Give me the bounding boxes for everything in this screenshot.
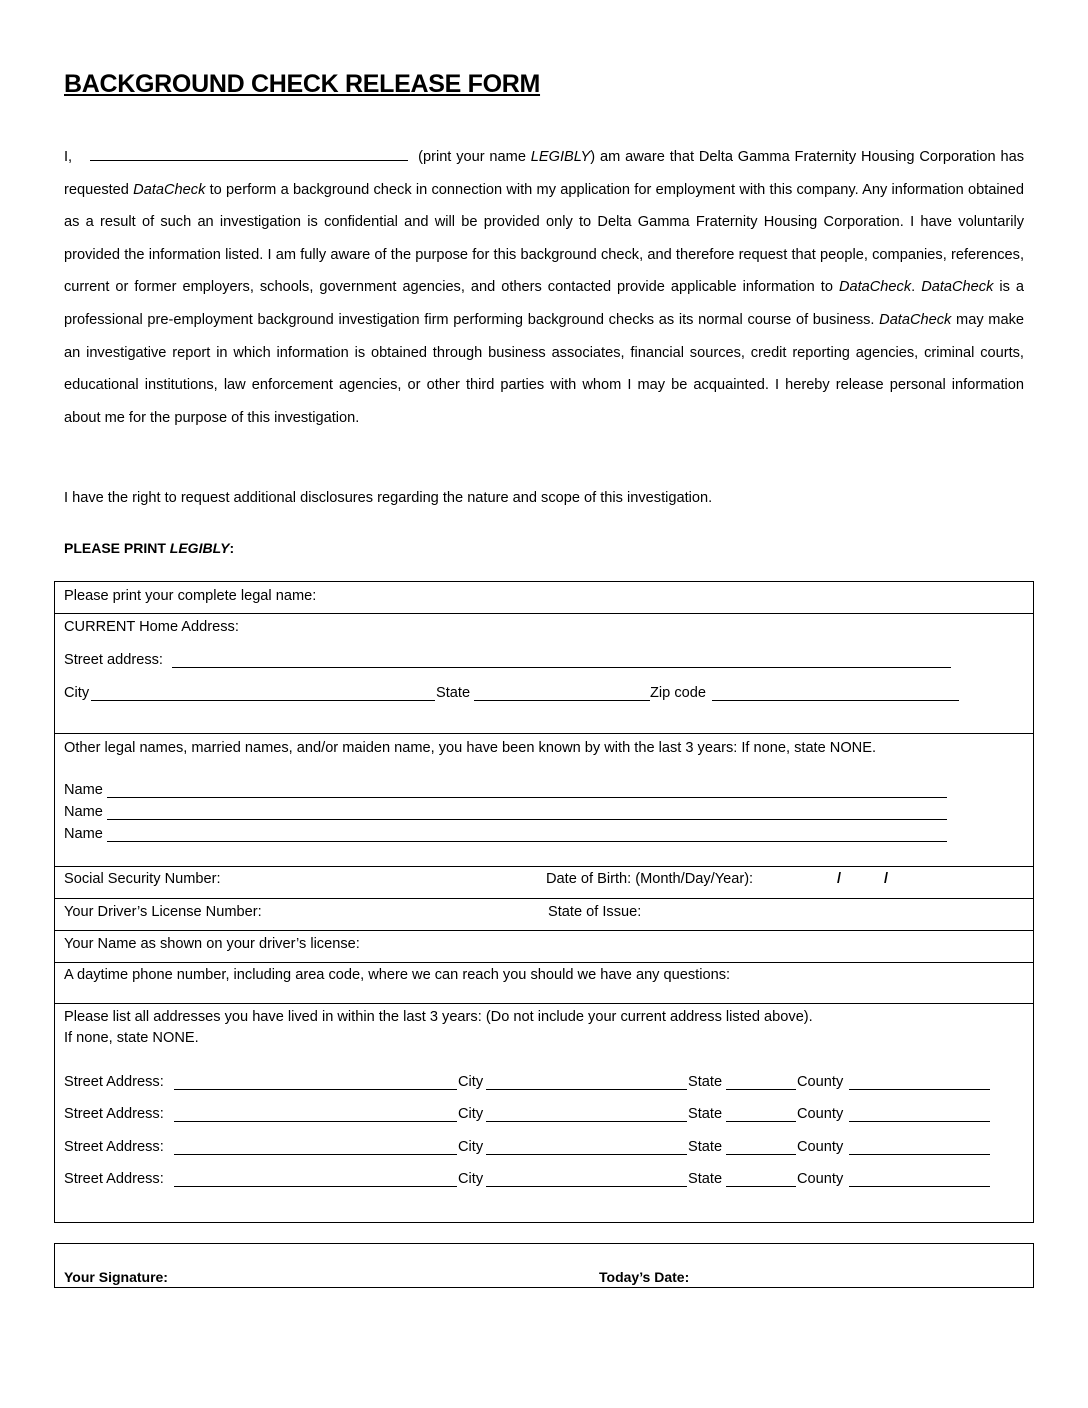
street-address-label: Street Address:	[64, 1139, 164, 1155]
print-name-blank[interactable]	[90, 146, 408, 161]
state-field[interactable]	[726, 1089, 796, 1090]
state-field[interactable]	[474, 700, 650, 701]
city-field[interactable]	[486, 1154, 687, 1155]
state-field[interactable]	[726, 1121, 796, 1122]
signature-box	[54, 1243, 1034, 1288]
dob-slash: /	[837, 871, 842, 887]
row-divider	[54, 733, 1034, 734]
row-divider	[54, 866, 1034, 867]
name-label: Name	[64, 804, 103, 820]
name-field[interactable]	[107, 841, 947, 842]
county-field[interactable]	[849, 1089, 990, 1090]
street-address-label: Street Address:	[64, 1106, 164, 1122]
street-address-field[interactable]	[174, 1121, 457, 1122]
license-name-label: Your Name as shown on your driver’s license:	[64, 936, 360, 952]
city-field[interactable]	[486, 1089, 687, 1090]
state-label: State	[688, 1106, 723, 1122]
row-divider	[54, 1003, 1034, 1004]
dob-label: Date of Birth: (Month/Day/Year):	[546, 871, 754, 887]
name-field[interactable]	[107, 797, 947, 798]
phone-label: A daytime phone number, including area code, where we can reach you should we have any questions:	[64, 967, 731, 983]
name-label: Name	[64, 826, 103, 842]
city-label: City	[64, 685, 90, 701]
state-label: State	[688, 1171, 723, 1187]
row-divider	[54, 930, 1034, 931]
city-label: City	[458, 1139, 484, 1155]
other-names-label: Other legal names, married names, and/or maiden name, you have been known by with the last 3 years: If none, state NONE.	[64, 740, 876, 756]
street-address-label: Street Address:	[64, 1171, 164, 1187]
state-label: State	[436, 685, 471, 701]
row-divider	[54, 962, 1034, 963]
authorization-paragraph: I, (print your name LEGIBLY) am aware that Delta Gamma Fraternity Housing Corporation has requested DataCheck to perform a background check in connection with my application for employment with this company. Any information obtained as a result of such an investigation is confidential and will be provided only to Delta Gamma Fraternity Housing Corporation. I have voluntarily provided the information listed. I am fully aware of the purpose for this background check, and therefore request that people, companies, references, current or former employers, schools, government agencies, and others contacted provide applicable information to DataCheck. DataCheck is a professional pre-employment background investigation firm performing background checks as its normal course of business. DataCheck may make an investigative report in which information is obtained through business associates, financial sources, credit reporting agencies, criminal courts, educational institutions, law enforcement agencies, or other third parties with whom I may be acquainted. I hereby release personal information about me for the purpose of this investigation.	[64, 141, 1024, 434]
street-address-field[interactable]	[174, 1154, 457, 1155]
current-address-label: CURRENT Home Address:	[64, 619, 239, 635]
street-address-field[interactable]	[172, 667, 951, 668]
state-field[interactable]	[726, 1154, 796, 1155]
todays-date-label: Today’s Date:	[599, 1269, 690, 1285]
name-label: Name	[64, 782, 103, 798]
city-field[interactable]	[91, 700, 435, 701]
city-field[interactable]	[486, 1121, 687, 1122]
legal-name-label: Please print your complete legal name:	[64, 588, 317, 604]
county-label: County	[797, 1074, 844, 1090]
county-label: County	[797, 1106, 844, 1122]
street-address-field[interactable]	[174, 1186, 457, 1187]
city-label: City	[458, 1074, 484, 1090]
street-address-field[interactable]	[174, 1089, 457, 1090]
signature-label: Your Signature:	[64, 1269, 168, 1285]
zip-field[interactable]	[712, 700, 959, 701]
print-legibly-heading: PLEASE PRINT LEGIBLY:	[64, 540, 235, 556]
state-label: State	[688, 1139, 723, 1155]
applicant-info-form	[54, 581, 1034, 1223]
city-field[interactable]	[486, 1186, 687, 1187]
county-label: County	[797, 1139, 844, 1155]
intro-lead: I,	[64, 149, 73, 165]
county-label: County	[797, 1171, 844, 1187]
county-field[interactable]	[849, 1154, 990, 1155]
city-label: City	[458, 1106, 484, 1122]
street-address-label: Street address:	[64, 652, 163, 668]
previous-addresses-label: Please list all addresses you have lived in within the last 3 years: (Do not include your current address listed above).	[64, 1009, 813, 1025]
county-field[interactable]	[849, 1121, 990, 1122]
row-divider	[54, 898, 1034, 899]
ssn-label: Social Security Number:	[64, 871, 221, 887]
state-field[interactable]	[726, 1186, 796, 1187]
license-number-label: Your Driver’s License Number:	[64, 904, 262, 920]
page-title: BACKGROUND CHECK RELEASE FORM	[64, 70, 541, 98]
rights-statement: I have the right to request additional disclosures regarding the nature and scope of this investigation.	[64, 490, 713, 506]
street-address-label: Street Address:	[64, 1074, 164, 1090]
if-none-label: If none, state NONE.	[64, 1030, 199, 1046]
zip-label: Zip code	[650, 685, 706, 701]
row-divider	[54, 613, 1034, 614]
state-label: State	[688, 1074, 723, 1090]
state-of-issue-label: State of Issue:	[548, 904, 642, 920]
city-label: City	[458, 1171, 484, 1187]
dob-slash: /	[884, 871, 889, 887]
county-field[interactable]	[849, 1186, 990, 1187]
name-field[interactable]	[107, 819, 947, 820]
